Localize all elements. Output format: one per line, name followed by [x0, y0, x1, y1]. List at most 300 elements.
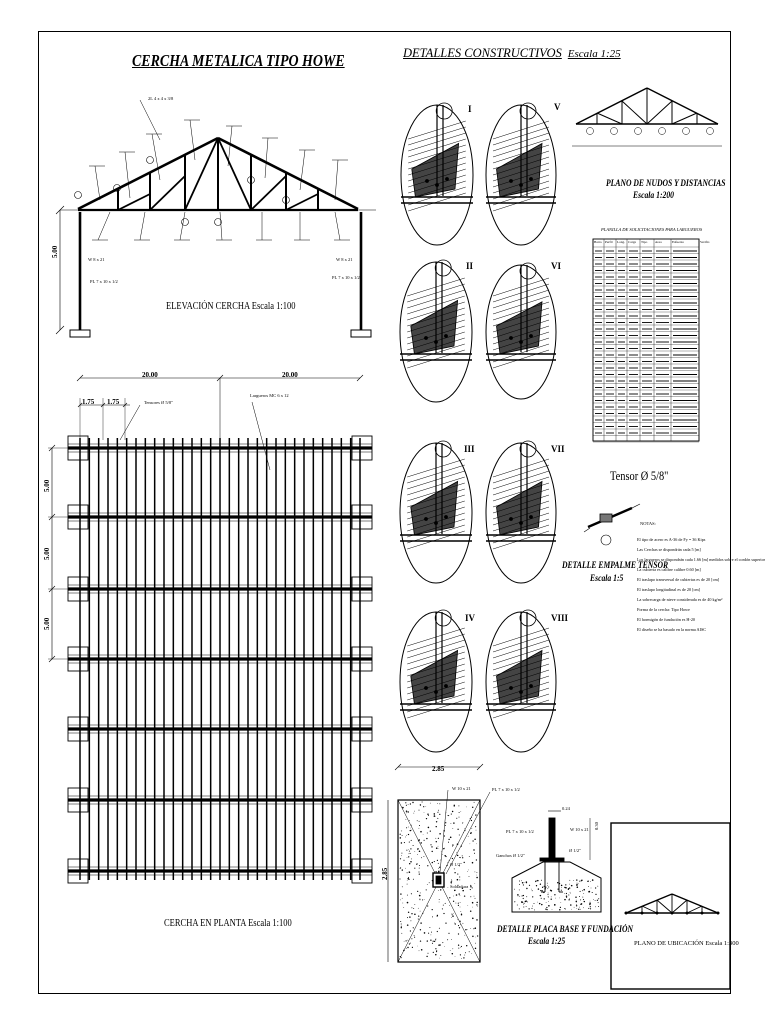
concrete-dot — [427, 865, 428, 866]
concrete-dot — [407, 940, 408, 941]
concrete-dot — [401, 853, 402, 854]
concrete-dot — [414, 811, 415, 812]
concrete-dot — [419, 839, 421, 841]
concrete-dot — [531, 908, 532, 909]
concrete-dot — [400, 858, 401, 859]
bay-dim-2: 5.00 — [43, 547, 51, 560]
concrete-dot — [588, 886, 589, 887]
concrete-dot — [417, 946, 418, 947]
concrete-dot — [401, 842, 402, 843]
concrete-dot — [473, 928, 474, 929]
nodes-diagonal — [597, 113, 622, 124]
concrete-dot — [526, 888, 527, 889]
footing-left — [70, 330, 90, 337]
concrete-dot — [472, 887, 473, 888]
concrete-dot — [464, 895, 465, 896]
concrete-dot — [401, 957, 402, 958]
concrete-dot — [535, 880, 536, 881]
concrete-dot — [425, 806, 426, 807]
concrete-dot — [459, 812, 460, 813]
concrete-dot — [410, 920, 411, 921]
concrete-dot — [420, 804, 421, 805]
concrete-dot — [417, 820, 418, 821]
concrete-dot — [406, 948, 407, 949]
concrete-dot — [406, 819, 407, 820]
concrete-dot — [461, 946, 462, 947]
concrete-dot — [458, 948, 459, 949]
concrete-dot — [424, 840, 425, 841]
base-bolt-label: Ø 1/2" — [569, 848, 581, 853]
concrete-dot — [458, 805, 459, 806]
concrete-dot — [547, 909, 548, 910]
concrete-dot — [564, 908, 565, 909]
notes-title: NOTAS: — [640, 521, 656, 526]
concrete-dot — [426, 956, 427, 957]
concrete-dot — [412, 802, 413, 803]
concrete-dot — [407, 872, 408, 873]
concrete-dot — [414, 935, 415, 936]
concrete-dot — [525, 901, 526, 902]
tensor-leader — [120, 405, 140, 440]
concrete-dot — [420, 831, 422, 833]
concrete-dot — [453, 901, 454, 902]
truss-diagonal — [150, 176, 185, 210]
concrete-dot — [405, 868, 406, 869]
concrete-dot — [414, 904, 415, 905]
node-tag — [635, 128, 642, 135]
concrete-dot — [426, 838, 427, 839]
concrete-dot — [439, 902, 440, 903]
concrete-dot — [474, 853, 475, 854]
concrete-dot — [401, 926, 402, 927]
concrete-dot — [408, 856, 409, 857]
concrete-dot — [406, 835, 407, 836]
concrete-dot — [548, 905, 550, 907]
callout-leader — [335, 212, 340, 240]
loc-node — [656, 912, 659, 915]
note-item: Las Cerchas se dispondrán cada 5 [m] — [637, 547, 701, 552]
concrete-dot — [460, 907, 461, 908]
concrete-dot — [452, 844, 453, 845]
concrete-dot — [559, 898, 560, 899]
concrete-dot — [458, 903, 459, 904]
concrete-dot — [476, 830, 477, 831]
concrete-dot — [577, 886, 579, 888]
location-frame — [611, 823, 730, 989]
base-column-label: W 10 x 21 — [570, 827, 589, 832]
concrete-dot — [598, 898, 599, 899]
concrete-dot — [442, 942, 443, 943]
concrete-dot — [444, 855, 445, 856]
concrete-dot — [400, 921, 401, 922]
column-leader — [440, 790, 448, 872]
base-plate — [540, 858, 564, 861]
concrete-dot — [477, 935, 478, 936]
concrete-dot — [557, 888, 558, 889]
concrete-dot — [561, 887, 562, 888]
concrete-dot — [579, 907, 580, 908]
concrete-dot — [532, 896, 533, 897]
plan-spacing-a: 1.75 — [82, 398, 95, 406]
concrete-dot — [400, 837, 402, 839]
concrete-dot — [457, 829, 458, 830]
concrete-dot — [582, 890, 583, 891]
concrete-dot — [523, 895, 524, 896]
concrete-dot — [474, 838, 476, 840]
concrete-dot — [446, 865, 447, 866]
loc-top-chord — [672, 894, 718, 913]
concrete-dot — [407, 917, 408, 918]
concrete-dot — [406, 940, 407, 941]
concrete-dot — [465, 830, 466, 831]
concrete-dot — [514, 889, 515, 890]
numeral-tag — [436, 103, 452, 119]
concrete-dot — [450, 823, 451, 824]
concrete-dot — [448, 839, 449, 840]
detail-numeral-II: II — [466, 261, 474, 271]
concrete-dot — [454, 890, 455, 891]
concrete-dot — [418, 915, 419, 916]
tensor-label: Tensor Ø 5/8" — [610, 468, 669, 483]
concrete-dot — [457, 843, 459, 845]
concrete-dot — [445, 903, 446, 904]
concrete-dot — [410, 930, 411, 931]
concrete-dot — [468, 870, 469, 871]
concrete-dot — [526, 896, 527, 897]
detail-numeral-V: V — [554, 102, 561, 112]
truss-diagonal — [218, 138, 251, 210]
concrete-dot — [438, 890, 439, 891]
table-header-cell: Carga — [628, 240, 637, 244]
concrete-dot — [460, 911, 461, 912]
concrete-dot — [476, 877, 478, 879]
concrete-dot — [451, 917, 452, 918]
tensor-nut — [601, 535, 611, 545]
concrete-dot — [439, 944, 441, 946]
concrete-dot — [470, 910, 471, 911]
concrete-dot — [576, 905, 577, 906]
concrete-dot — [406, 805, 407, 806]
concrete-dot — [579, 896, 580, 897]
loc-node — [641, 912, 644, 915]
concrete-dot — [557, 882, 558, 883]
concrete-dot — [470, 928, 471, 929]
concrete-dot — [522, 882, 524, 884]
bay-dim-1: 5.00 — [43, 479, 51, 492]
concrete-dot — [576, 879, 577, 880]
bolt — [434, 521, 437, 524]
concrete-dot — [560, 902, 561, 903]
concrete-dot — [519, 889, 520, 890]
concrete-dot — [548, 896, 549, 897]
nodes-plan-drawing — [572, 88, 722, 146]
concrete-dot — [455, 903, 456, 904]
nodes-diagonal — [672, 113, 697, 124]
concrete-dot — [464, 828, 465, 829]
concrete-dot — [465, 952, 466, 953]
tensor-splice-drawing — [584, 504, 640, 545]
concrete-dot — [431, 935, 432, 936]
bolt — [519, 183, 522, 186]
concrete-dot — [408, 804, 409, 805]
concrete-dot — [459, 893, 460, 894]
concrete-dot — [437, 803, 438, 804]
concrete-dot — [450, 881, 451, 882]
concrete-dot — [459, 921, 460, 922]
concrete-dot — [462, 890, 464, 892]
concrete-dot — [519, 908, 520, 909]
concrete-dot — [476, 872, 477, 873]
concrete-dot — [400, 900, 401, 901]
concrete-dot — [419, 828, 420, 829]
detail-numeral-VIII: VIII — [551, 613, 569, 623]
concrete-dot — [539, 903, 540, 904]
concrete-dot — [456, 894, 458, 896]
bolt — [424, 517, 427, 520]
concrete-dot — [514, 901, 515, 902]
concrete-dot — [459, 857, 460, 858]
base-plate-label: PL 7 x 10 x 1/2 — [506, 829, 534, 834]
concrete-dot — [589, 904, 590, 905]
concrete-dot — [438, 810, 439, 811]
concrete-dot — [471, 817, 472, 818]
table-border — [593, 239, 699, 441]
note-item: El traslapo longitudinal es de 20 [cm] — [637, 587, 701, 592]
concrete-dot — [452, 858, 453, 859]
concrete-dot — [449, 897, 450, 898]
concrete-dot — [471, 953, 472, 954]
concrete-dot — [402, 807, 404, 809]
loc-top-chord — [626, 894, 672, 913]
concrete-dot — [449, 905, 450, 906]
concrete-dot — [459, 927, 460, 928]
concrete-dot — [580, 909, 581, 910]
concrete-dot — [427, 813, 428, 814]
concrete-dot — [437, 916, 438, 917]
concrete-dot — [521, 880, 522, 881]
concrete-dot — [408, 834, 409, 835]
concrete-dot — [595, 894, 596, 895]
concrete-dot — [476, 875, 477, 876]
concrete-dot — [417, 891, 418, 892]
concrete-dot — [448, 933, 449, 934]
concrete-dot — [588, 881, 589, 882]
concrete-dot — [452, 913, 453, 914]
nodes-top-chord — [647, 88, 718, 124]
details-title-text: DETALLES CONSTRUCTIVOS — [403, 46, 562, 60]
table-header-cell: Perfil — [605, 240, 613, 244]
concrete-dot — [475, 826, 476, 827]
member-tag — [215, 219, 222, 226]
callout-leader — [300, 150, 305, 190]
concrete-dot — [523, 898, 524, 899]
concrete-dot — [406, 827, 407, 828]
concrete-dot — [430, 940, 431, 941]
truss-diagonal — [118, 194, 150, 210]
concrete-dot — [461, 914, 462, 915]
concrete-dot — [477, 906, 478, 907]
concrete-dot — [419, 950, 420, 951]
base-detail-caption: DETALLE PLACA BASE Y FUNDACIÓN — [497, 924, 634, 934]
concrete-dot — [475, 814, 476, 815]
concrete-dot — [591, 888, 592, 889]
concrete-dot — [465, 929, 466, 930]
concrete-dot — [522, 896, 523, 897]
concrete-dot — [436, 871, 437, 872]
elevation-height-dim: 5.00 — [51, 245, 59, 258]
table-header-cell: Area — [655, 240, 662, 244]
concrete-dot — [583, 899, 584, 900]
concrete-dot — [560, 907, 561, 908]
concrete-dot — [451, 939, 452, 940]
concrete-dot — [436, 938, 437, 939]
concrete-dot — [584, 901, 585, 902]
concrete-dot — [424, 932, 426, 934]
concrete-dot — [414, 868, 415, 869]
loc-diagonal — [687, 906, 702, 913]
callout-leader — [140, 212, 145, 240]
concrete-dot — [440, 955, 441, 956]
concrete-dot — [531, 889, 532, 890]
member-tag — [182, 219, 189, 226]
concrete-dot — [476, 902, 477, 903]
concrete-dot — [542, 887, 543, 888]
concrete-dot — [453, 913, 454, 914]
tensor-end — [632, 504, 640, 508]
concrete-dot — [460, 811, 461, 812]
concrete-dot — [544, 886, 545, 887]
concrete-dot — [453, 896, 454, 897]
concrete-dot — [407, 880, 408, 881]
concrete-dot — [444, 835, 445, 836]
concrete-dot — [409, 851, 410, 852]
concrete-dot — [546, 902, 547, 903]
concrete-dot — [431, 932, 432, 933]
concrete-dot — [590, 901, 591, 902]
concrete-dot — [476, 843, 477, 844]
concrete-dot — [564, 893, 565, 894]
node-tag — [683, 128, 690, 135]
concrete-dot — [426, 818, 427, 819]
concrete-dot — [420, 922, 421, 923]
callout-leader — [152, 134, 160, 180]
concrete-dot — [537, 902, 538, 903]
concrete-dot — [419, 895, 421, 897]
concrete-dot — [438, 868, 439, 869]
concrete-dot — [593, 899, 594, 900]
bolt — [444, 515, 447, 518]
concrete-dot — [474, 896, 475, 897]
concrete-dot — [559, 909, 561, 911]
concrete-dot — [444, 848, 445, 849]
concrete-dot — [460, 954, 461, 955]
concrete-dot — [409, 820, 410, 821]
concrete-dot — [578, 883, 579, 884]
concrete-dot — [476, 859, 477, 860]
tensor-coupler — [600, 514, 612, 522]
concrete-dot — [452, 914, 453, 915]
concrete-dot — [409, 842, 410, 843]
concrete-dot — [523, 906, 524, 907]
concrete-dot — [579, 881, 580, 882]
concrete-dot — [428, 827, 430, 829]
concrete-dot — [561, 890, 562, 891]
gusset-plate — [411, 651, 458, 705]
concrete-dot — [435, 838, 436, 839]
concrete-dot — [457, 855, 459, 857]
concrete-dot — [576, 884, 577, 885]
bolt — [444, 334, 447, 337]
concrete-dot — [406, 850, 407, 851]
concrete-dot — [430, 844, 431, 845]
elevation-top-label: 2L 4 x 4 x 3/8 — [148, 96, 174, 101]
concrete-dot — [436, 841, 437, 842]
concrete-dot — [578, 909, 579, 910]
concrete-dot — [442, 854, 443, 855]
concrete-dot — [411, 938, 412, 939]
gusset-plate — [497, 482, 543, 536]
concrete-dot — [452, 948, 453, 949]
purlin-leader — [252, 402, 270, 470]
concrete-dot — [427, 940, 428, 941]
concrete-dot — [418, 918, 419, 919]
callout-leader — [220, 212, 222, 240]
concrete-dot — [576, 904, 577, 905]
concrete-dot — [462, 822, 463, 823]
concrete-dot — [474, 802, 475, 803]
concrete-dot — [448, 887, 449, 888]
concrete-dot — [519, 884, 520, 885]
concrete-dot — [462, 855, 463, 856]
concrete-dot — [524, 903, 525, 904]
concrete-dot — [421, 857, 422, 858]
concrete-dot — [431, 846, 432, 847]
concrete-dot — [423, 806, 424, 807]
concrete-dot — [410, 848, 411, 849]
concrete-dot — [463, 832, 464, 833]
concrete-dot — [577, 883, 578, 884]
concrete-dot — [453, 822, 454, 823]
concrete-dot — [472, 907, 473, 908]
concrete-dot — [430, 803, 431, 804]
concrete-dot — [537, 880, 539, 882]
concrete-dot — [451, 879, 452, 880]
plan-caption: CERCHA EN PLANTA Escala 1:100 — [164, 918, 292, 929]
table-header-cell: Tipo — [641, 240, 648, 244]
node-tag — [707, 128, 714, 135]
concrete-dot — [424, 899, 425, 900]
concrete-dot — [451, 814, 452, 815]
concrete-dot — [435, 954, 436, 955]
concrete-dot — [455, 956, 456, 957]
concrete-dot — [408, 853, 409, 854]
loc-node — [686, 912, 689, 915]
concrete-dot — [400, 956, 401, 957]
concrete-dot — [519, 880, 520, 881]
concrete-dot — [589, 891, 590, 892]
bolt — [519, 521, 522, 524]
concrete-dot — [462, 923, 463, 924]
concrete-dot — [476, 919, 478, 921]
detail-numeral-VII: VII — [551, 444, 565, 454]
concrete-dot — [414, 937, 415, 938]
concrete-dot — [467, 929, 468, 930]
concrete-dot — [437, 931, 438, 932]
concrete-dot — [568, 899, 569, 900]
concrete-dot — [569, 887, 570, 888]
concrete-dot — [445, 922, 446, 923]
concrete-dot — [541, 904, 542, 905]
